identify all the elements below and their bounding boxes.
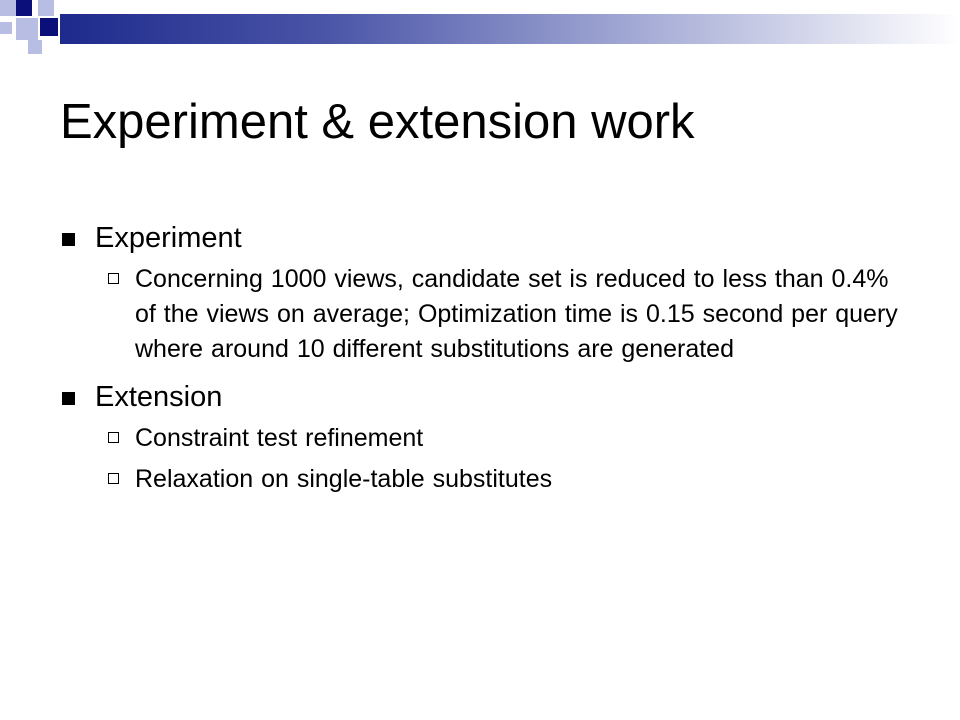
section-heading-experiment (60, 216, 900, 260)
header-gradient-band (60, 14, 960, 44)
list-item (60, 421, 900, 456)
experiment-sub-list (60, 262, 900, 367)
hollow-square-bullet-icon (108, 473, 119, 484)
slide-body (60, 216, 900, 505)
list-item-text: Constraint test refinement (135, 424, 424, 452)
square-bullet-icon (62, 392, 75, 405)
decor-square-light-3 (16, 18, 38, 40)
list-item (60, 262, 900, 367)
slide-title: Experiment & extension work (60, 95, 695, 149)
extension-sub-list (60, 421, 900, 497)
decor-square-light-5 (28, 40, 42, 54)
hollow-square-bullet-icon (108, 432, 119, 443)
decor-square-navy-2 (40, 18, 58, 36)
square-bullet-icon (62, 233, 75, 246)
list-item (60, 462, 900, 497)
section-heading-label: Extension (95, 381, 223, 413)
decor-square-light-2 (38, 0, 54, 16)
decor-square-light-4 (0, 22, 12, 34)
decor-square-navy-1 (16, 0, 32, 16)
section-heading-extension (60, 375, 900, 419)
hollow-square-bullet-icon (108, 273, 119, 284)
list-item-text: Concerning 1000 views, candidate set is reduced to less than 0.4% of the views on average; Optimization time is 0.15 second per query where around 10 different substitutions are generated (135, 265, 898, 363)
section-heading-label: Experiment (95, 222, 242, 254)
list-item-text: Relaxation on single-table substitutes (135, 465, 553, 493)
decor-square-light-1 (0, 0, 16, 16)
